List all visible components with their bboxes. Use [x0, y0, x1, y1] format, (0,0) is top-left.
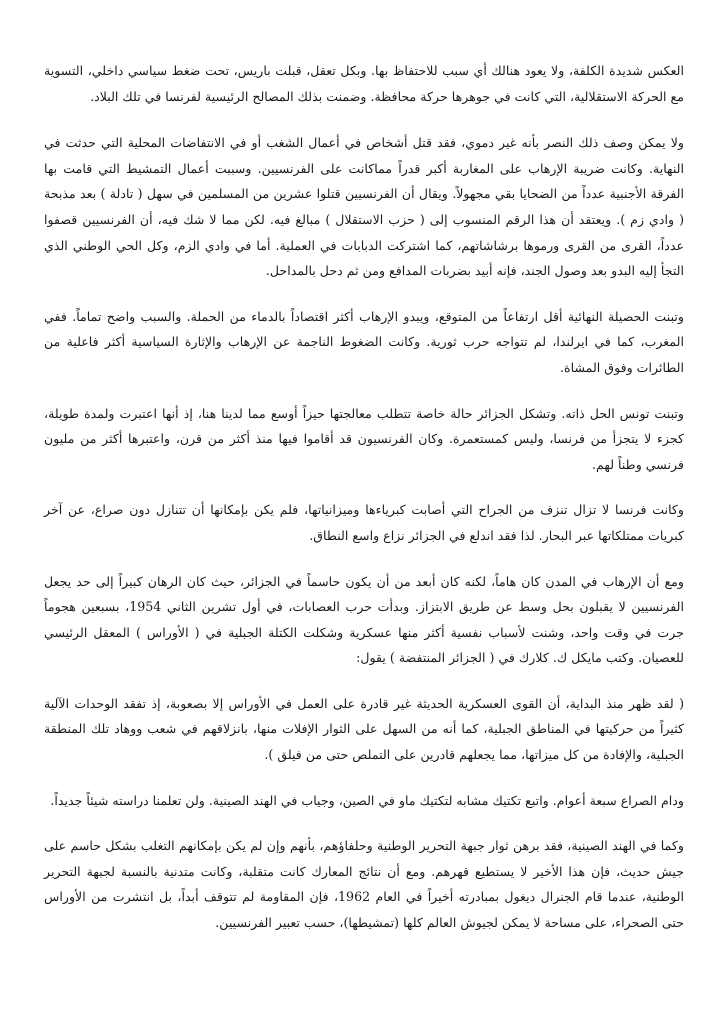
paragraph-6: ومع أن الإرهاب في المدن كان هاماً، لكنه كان أبعد من أن يكون حاسماً في الجزائر، حيث كان الرهان كبيراً إلى حد يجعل الفرنسيين لا يقبلون بحل وسط عن طريق الابتزاز. وبدأت حرب العصابات، في أول تشرين الثاني 1954، بسبعين هجوماً جرت في وقت واحد، وشنت لأسباب نفسية أكثر منها عسكرية وشكلت الكتلة الجبلية في ( الأوراس ) المعقل الرئيسي للعصيان. وكتب مايكل ك. كلارك في ( الجزائر المنتفضة ) يقول: [44, 573, 684, 666]
paragraph-3: وتبنت الحصيلة النهائية أقل ارتفاعاً من المتوقع، ويبدو الإرهاب أكثر اقتصاداً بالدماء من الحملة. والسبب واضح تماماً. ففي المغرب، كما في ايرلندا، لم تتواجه حرب ثورية. وكانت الضغوط الناجمة عن الإرهاب والإثارة السياسية أكثر فاعلية من الطائرات وفوق المشاة. [44, 308, 684, 375]
paragraph-2: ولا يمكن وصف ذلك النصر بأنه غير دموي، فقد قتل أشخاص في أعمال الشغب أو في الانتفاضات المحلية التي حدثت في النهاية. وكانت ضريبة الإرهاب على المغاربة أكبر قدراً مماكانت على الفرنسيين. وسببت أعمال التمشيط التي قامت بها الفرقة الأجنبية عدداً من الضحايا بقي مجهولاً. ويقال أن الفرنسيين قتلوا عشرين من المسلمين في سهل ( تادلة ) بعد مذبحة ( وادي زم ). ويعتقد أن هذا الرقم المنسوب إلى ( حزب الاستقلال ) مبالغ فيه. لكن مما لا شك فيه، أن الفرنسيين قصفوا عدداً، القرى من القرى ورموها برشاشاتهم، كما اشتركت الدبابات في العملية. أما في وادي الزم، وكل الحي الوطني الذي التجأ إليه البدو بعد وصول الجند، فإنه أبيد بضربات المدافع ومن ثم دحل بالمداحل. [44, 135, 684, 279]
paragraph-5: وكانت فرنسا لا تزال تنزف من الجراح التي أصابت كبرياءها وميزانياتها، فلم يكن بإمكانها أن تتنازل دون صراع، عن آخر كبريات ممتلكاتها عبر البحار. لذا فقد اندلع في الجزائر نزاع واسع النطاق. [44, 502, 684, 543]
paragraph-4: وتبنت تونس الحل ذاته. وتشكل الجزائر حالة خاصة تتطلب معالجتها حيزاً أوسع مما لدينا هنا، إذ أنها اعتبرت ولمدة طويلة، كجزء لا يتجزأ من فرنسا، وليس كمستعمرة. وكان الفرنسيون قد أقاموا فيها منذ أكثر من قرن، واعتبرها أكثر من مليون فرنسي وطناً لهم. [44, 405, 684, 472]
paragraph-1: العكس شديدة الكلفة، ولا يعود هنالك أي سبب للاحتفاظ بها. وبكل تعقل، قبلت باريس، تحت ضغط سياسي داخلي، التسوية مع الحركة الاستقلالية، التي كانت في جوهرها حركة محافظة. وضمنت بذلك المصالح الرئيسية لفرنسا في تلك البلاد. [44, 63, 684, 104]
paragraph-9: وكما في الهند الصينية، فقد برهن ثوار جبهة التحرير الوطنية وحلفاؤهم، بأنهم وإن لم يكن بإمكانهم التغلب بشكل حاسم على جيش حديث، فإن هذا الأخير لا يستطيع قهرهم. ومع أن نتائج المعارك كانت متقلبة، وكانت متدنية بالنسبة لجبهة التحرير الوطنية، عندما قام الجنرال ديغول بمبادرته أخيراً في العام 1962، فإن المقاومة لم تتوقف أبداً، بل انتشرت من الأوراس حتى الصحراء، على مساحة لا يمكن لجيوش العالم كلها (تمشيطها)، حسب تعبير الفرنسيين. [44, 838, 684, 931]
quote-paragraph: ( لقد ظهر منذ البداية، أن القوى العسكرية الحديثة غير قادرة على العمل في الأوراس إلا بصعوبة، إذ تفقد الوحدات الآلية كثيراً من حركيتها في المناطق الجبلية، كما أنه من السهل على الثوار الإفلات منها، بانزلاقهم في شعب ووهاد تلك المنطقة الجبلية، والإفادة من كل ميزاتها، مما يجعلهم قادرين على التملص حتى من فيلق ). [44, 695, 684, 763]
paragraph-8: ودام الصراع سبعة أعوام. واتبع تكتيك مشابه لتكتيك ماو في الصين، وجياب في الهند الصينية. ولن تعلمنا دراسته شيئاً جديداً. [50, 792, 684, 808]
